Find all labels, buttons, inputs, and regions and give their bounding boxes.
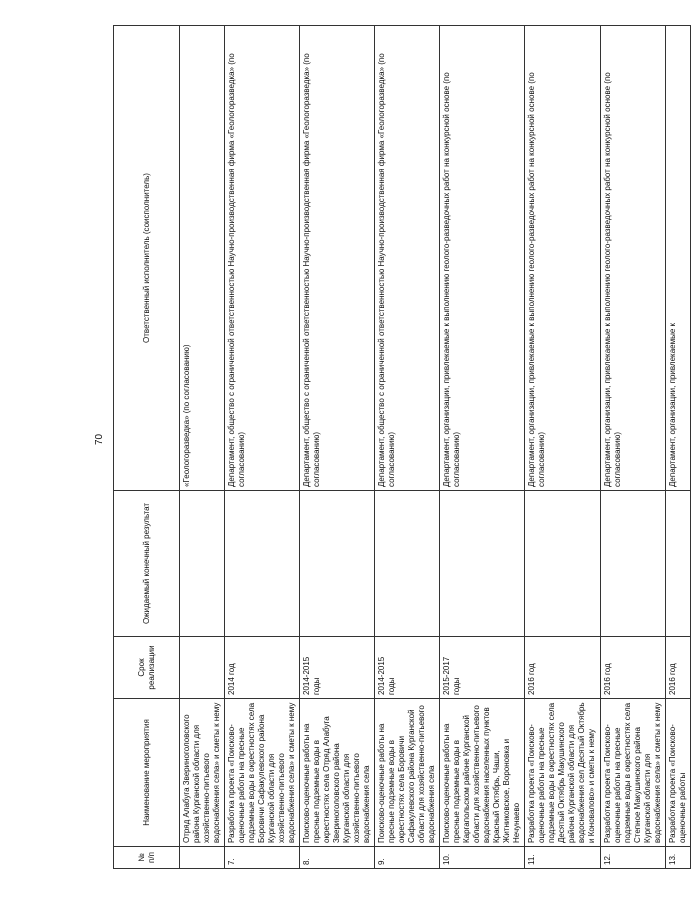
cell-num: 8. <box>300 847 375 869</box>
cell-name: Разработка проекта «Поисково-оценочные работы на пресные подземные воды в окрестностях села Десятый Октябрь Макушинского района Курганской области для водоснабжения сел Десятый Октябрь и Коновалово» и сметы к нему <box>525 699 601 847</box>
cell-term: 2016 год <box>601 637 666 699</box>
table-row <box>300 26 375 869</box>
cell-num: 9. <box>375 847 440 869</box>
cell-name: Поисково-оценочные работы на пресные подземные воды в окрестностях села Отряд Алабуга Звериноголовского района Курганской области для хозяйственно-питьевого водоснабжения села <box>300 699 375 847</box>
measures-table-rotated <box>113 26 687 869</box>
header-num: № п/п <box>114 847 180 869</box>
cell-result <box>180 491 225 637</box>
cell-name: Поисково-оценочные работы на пресные подземные воды в окрестностях села Боровичи Сафакулевского района Курганской области для хозяйственно-питьевого водоснабжения села <box>375 699 440 847</box>
table-row <box>440 26 525 869</box>
cell-term: 2014-2015 годы <box>300 637 375 699</box>
cell-num: 7. <box>225 847 300 869</box>
cell-name: Отряд Алабуга Звериноголовского района Курганской области для хозяйственно-питьевого водоснабжения села» и сметы к нему <box>180 699 225 847</box>
cell-result <box>225 491 300 637</box>
cell-name: Разработка проекта «Поисково-оценочные работы на пресные подземные воды в окрестностях села Боровичи Сафакулевского района Курганской области для хозяйственно-питьевого водоснабжения села» и сметы к нему <box>225 699 300 847</box>
cell-executor: Департамент, организации, привлекаемые к выполнению геолого-разведочных работ на конкурсной основе (по согласованию) <box>440 26 525 491</box>
cell-num: 12. <box>601 847 666 869</box>
cell-term: 2014-2015 годы <box>375 637 440 699</box>
cell-result <box>666 491 691 637</box>
cell-executor: Департамент, организации, привлекаемые к выполнению геолого-разведочных работ на конкурсной основе (по согласованию) <box>601 26 666 491</box>
header-executor: Ответственный исполнитель (соисполнитель) <box>114 26 180 491</box>
cell-name: Разработка проекта «Поисково-оценочные работы на пресные подземные воды в окрестностях села Степное Макушинского района Курганской области для водоснабжения села» и сметы к нему <box>601 699 666 847</box>
header-row <box>114 26 180 869</box>
cell-term: 2016 год <box>525 637 601 699</box>
cell-term: 2015-2017 годы <box>440 637 525 699</box>
header-result: Ожидаемый конечный результат <box>114 491 180 637</box>
header-name: Наименование мероприятия <box>114 699 180 847</box>
cell-num <box>180 847 225 869</box>
cell-executor: Департамент, организации, привлекаемые к <box>666 26 691 491</box>
header-term: Срок реализации <box>114 637 180 699</box>
page-number: 70 <box>94 433 105 445</box>
cell-executor: Департамент, общество с ограниченной ответственностью Научно-производственная фирма «Геологоразведка» (по согласованию) <box>300 26 375 491</box>
cell-term <box>180 637 225 699</box>
cell-result <box>300 491 375 637</box>
table-row <box>601 26 666 869</box>
measures-table <box>113 25 691 869</box>
cell-num: 10. <box>440 847 525 869</box>
cell-result <box>440 491 525 637</box>
cell-result <box>375 491 440 637</box>
cell-executor: Департамент, общество с ограниченной ответственностью Научно-производственная фирма «Геологоразведка» (по согласованию) <box>225 26 300 491</box>
table-row <box>375 26 440 869</box>
cell-name: Поисково-оценочные работы на пресные подземные воды в Каргапольском районе Курганской области для хозяйственно-питьевого водоснабжения населенных пунктов Красный Октябрь, Чаши, Житниковское, Вороновка и Нечунаево <box>440 699 525 847</box>
cell-executor: Департамент, организации, привлекаемые к выполнению геолого-разведочных работ на конкурсной основе (по согласованию) <box>525 26 601 491</box>
cell-executor: «Геологоразведка» (по согласованию) <box>180 26 225 491</box>
cell-name: Разработка проекта «Поисково-оценочные работы <box>666 699 691 847</box>
cell-num: 11. <box>525 847 601 869</box>
table-row <box>666 26 691 869</box>
cell-term: 2016 год <box>666 637 691 699</box>
cell-executor: Департамент, общество с ограниченной ответственностью Научно-производственная фирма «Геологоразведка» (по согласованию) <box>375 26 440 491</box>
cell-result <box>601 491 666 637</box>
cell-result <box>525 491 601 637</box>
table-row <box>225 26 300 869</box>
cell-num: 13. <box>666 847 691 869</box>
table-row <box>180 26 225 869</box>
cell-term: 2014 год <box>225 637 300 699</box>
table-row <box>525 26 601 869</box>
